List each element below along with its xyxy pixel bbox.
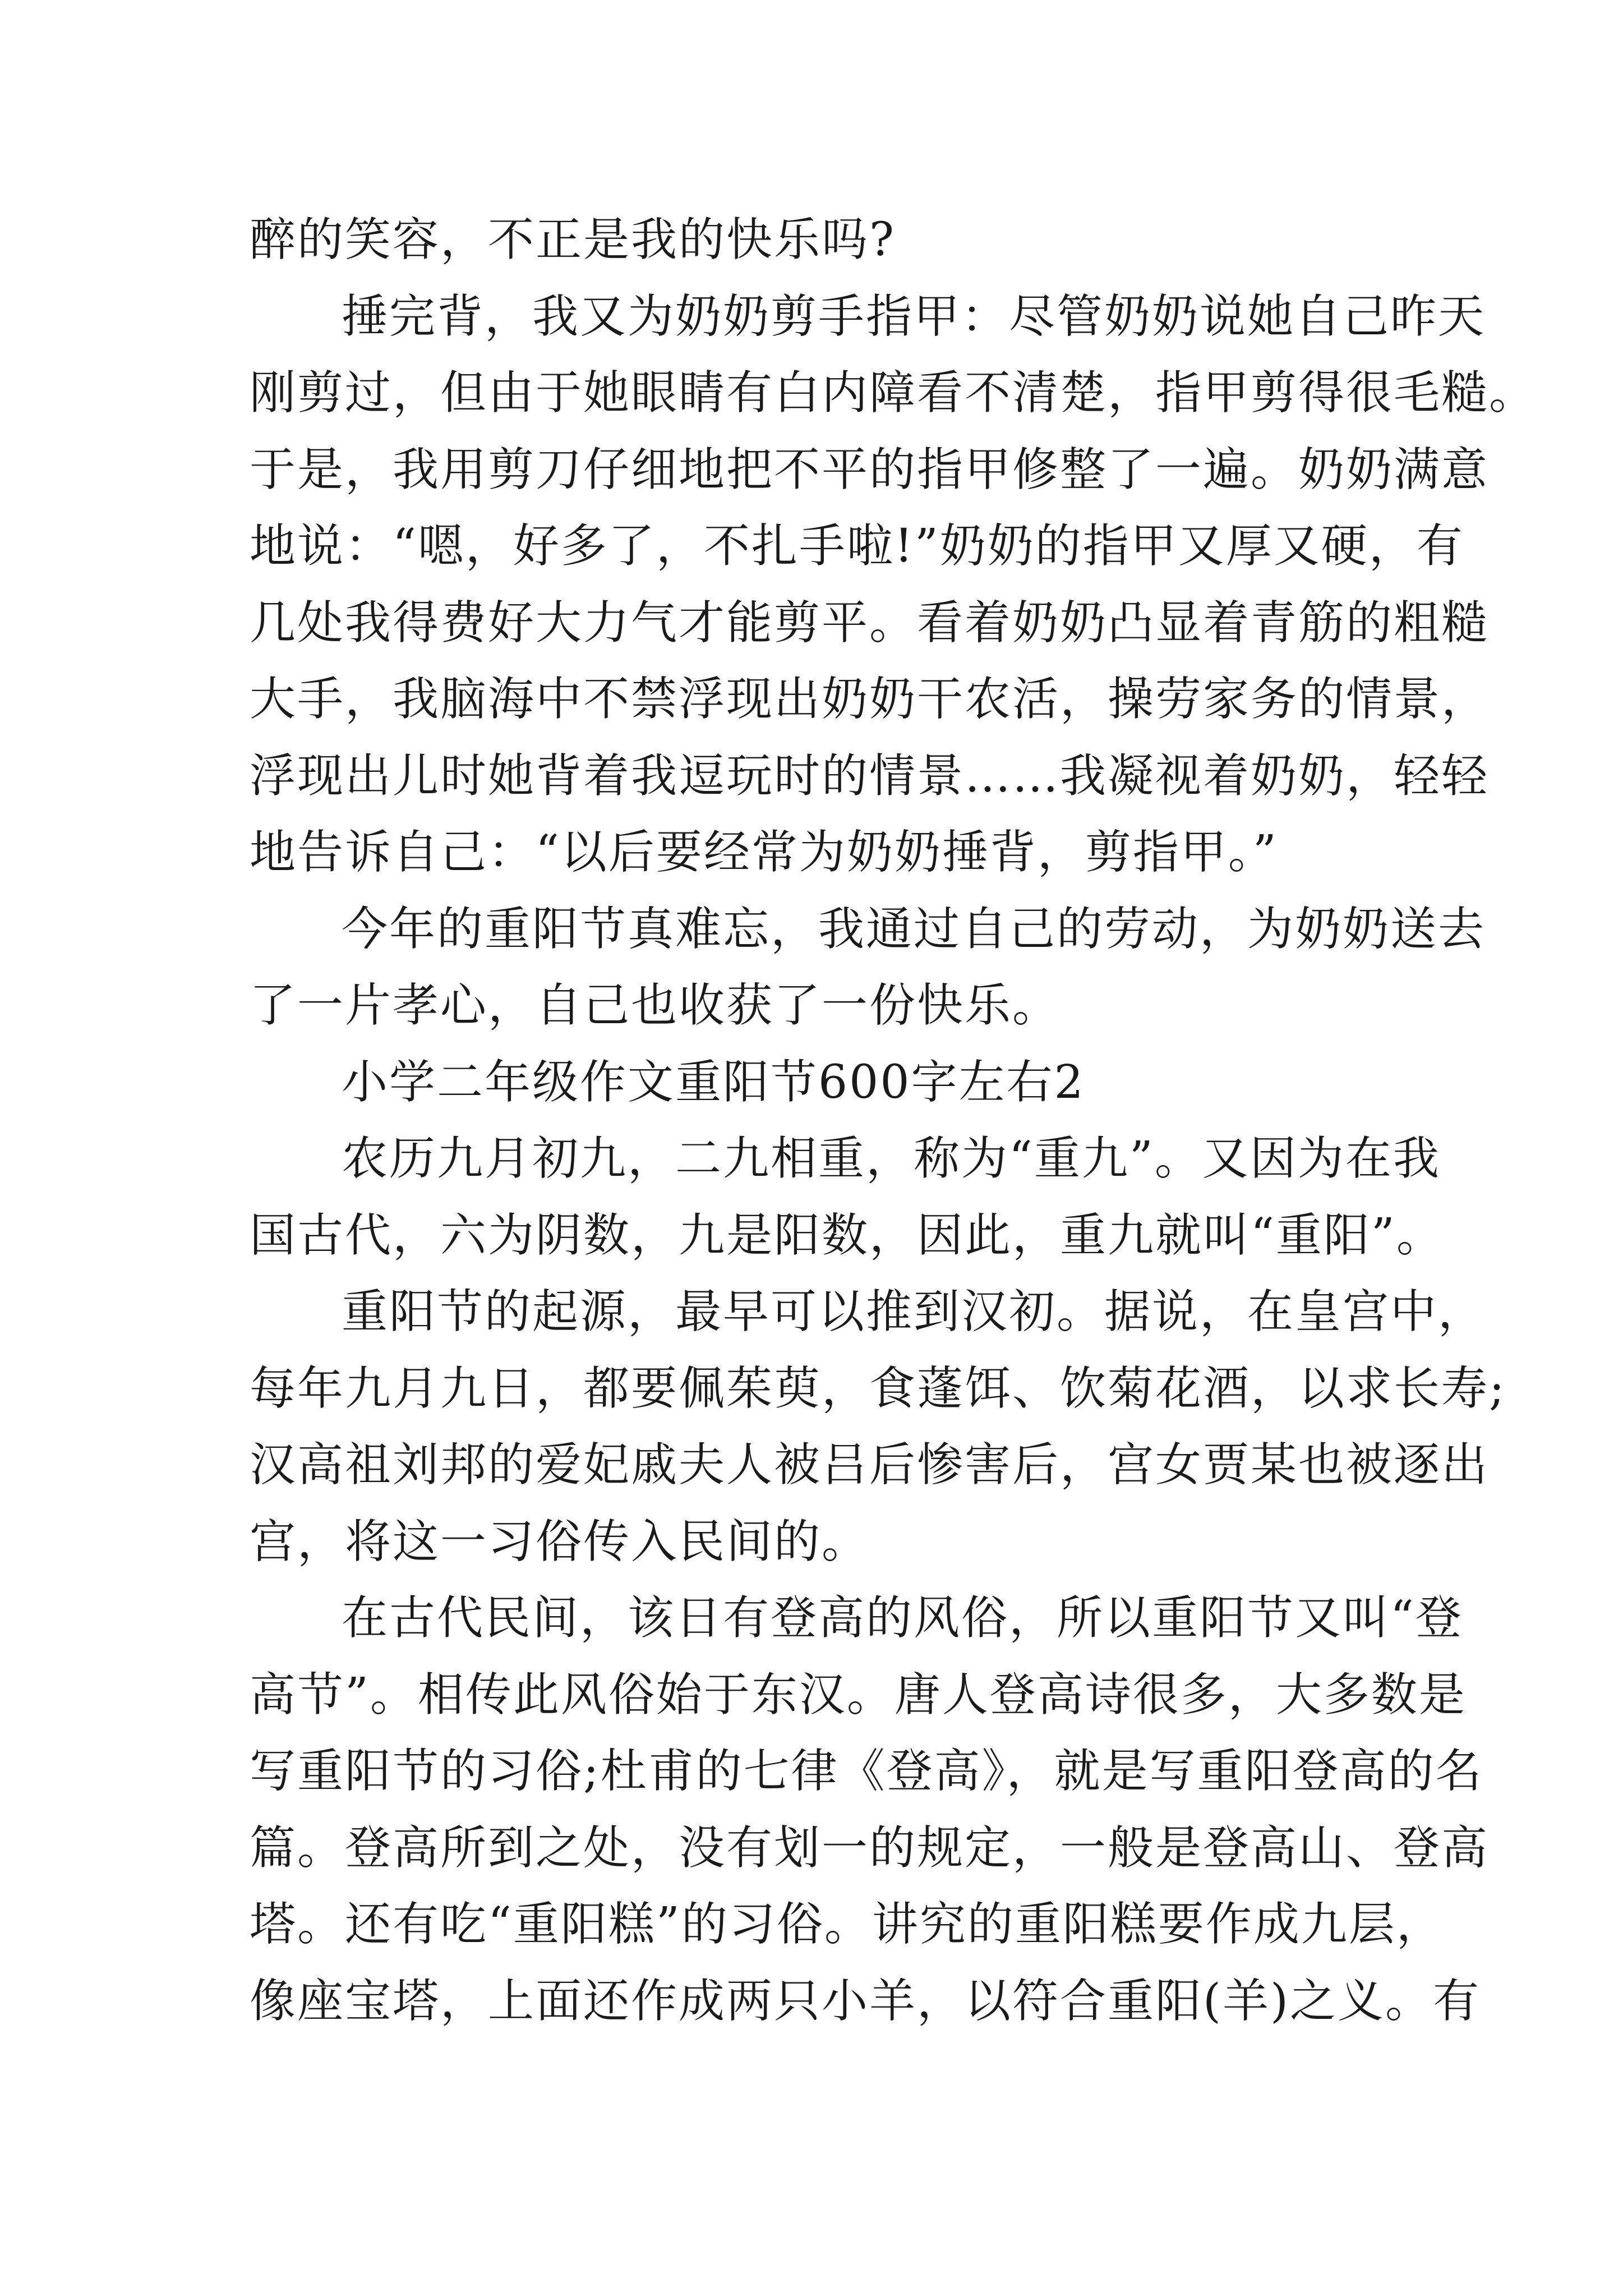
text-line: 捶完背，我又为奶奶剪手指甲：尽管奶奶说她自己昨天 — [342, 289, 1486, 343]
text-line: 农历九月初九，二九相重，称为“重九”。又因为在我 — [342, 1132, 1441, 1185]
text-line: 于是，我用剪刀仔细地把不平的指甲修整了一遍。奶奶满意 — [250, 443, 1490, 496]
body-text — [250, 202, 1537, 2040]
text-line: 了一片孝心，自己也收获了一份快乐。 — [250, 979, 1061, 1032]
text-line: 地说：“嗯，好多了，不扎手啦!”奶奶的指甲又厚又硬，有 — [250, 519, 1464, 573]
text-line: 地告诉自己：“以后要经常为奶奶捶背，剪指甲。” — [250, 826, 1278, 879]
text-line: 重阳节的起源，最早可以推到汉初。据说，在皇宫中， — [342, 1285, 1486, 1338]
text-line: 浮现出儿时她背着我逗玩时的情景……我凝视着奶奶，轻轻 — [250, 749, 1490, 803]
text-line: 几处我得费好大力气才能剪平。看着奶奶凸显着青筋的粗糙 — [250, 596, 1490, 650]
text-line: 醉的笑容，不正是我的快乐吗? — [250, 213, 896, 266]
text-line: 国古代，六为阴数，九是阳数，因此，重九就叫“重阳”。 — [250, 1208, 1444, 1262]
text-line: 汉高祖刘邦的爱妃戚夫人被吕后惨害后，宫女贾某也被逐出 — [250, 1438, 1490, 1492]
section-heading: 小学二年级作文重阳节600字左右2 — [342, 1055, 1085, 1109]
text-line: 今年的重阳节真难忘，我通过自己的劳动，为奶奶送去 — [342, 902, 1486, 956]
text-line: 篇。登高所到之处，没有划一的规定，一般是登高山、登高 — [250, 1821, 1490, 1875]
text-line: 在古代民间，该日有登高的风俗，所以重阳节又叫“登 — [342, 1591, 1463, 1645]
text-line: 每年九月九日，都要佩茱萸，食蓬饵、饮菊花酒，以求长寿; — [250, 1361, 1506, 1415]
text-line: 像座宝塔，上面还作成两只小羊，以符合重阳(羊)之义。有 — [250, 1974, 1481, 2028]
text-line: 大手，我脑海中不禁浮现出奶奶干农活，操劳家务的情景， — [250, 673, 1490, 726]
text-line: 宫，将这一习俗传入民间的。 — [250, 1515, 870, 1568]
text-line: 高节”。相传此风俗始于东汉。唐人登高诗很多，大多数是 — [250, 1668, 1467, 1722]
text-line: 写重阳节的习俗;杜甫的七律《登高》，就是写重阳登高的名 — [250, 1745, 1483, 1798]
text-line: 刚剪过，但由于她眼睛有白内障看不清楚，指甲剪得很毛糙。 — [250, 366, 1537, 420]
text-line: 塔。还有吃“重阳糕”的习俗。讲究的重阳糕要作成九层， — [250, 1898, 1444, 1951]
